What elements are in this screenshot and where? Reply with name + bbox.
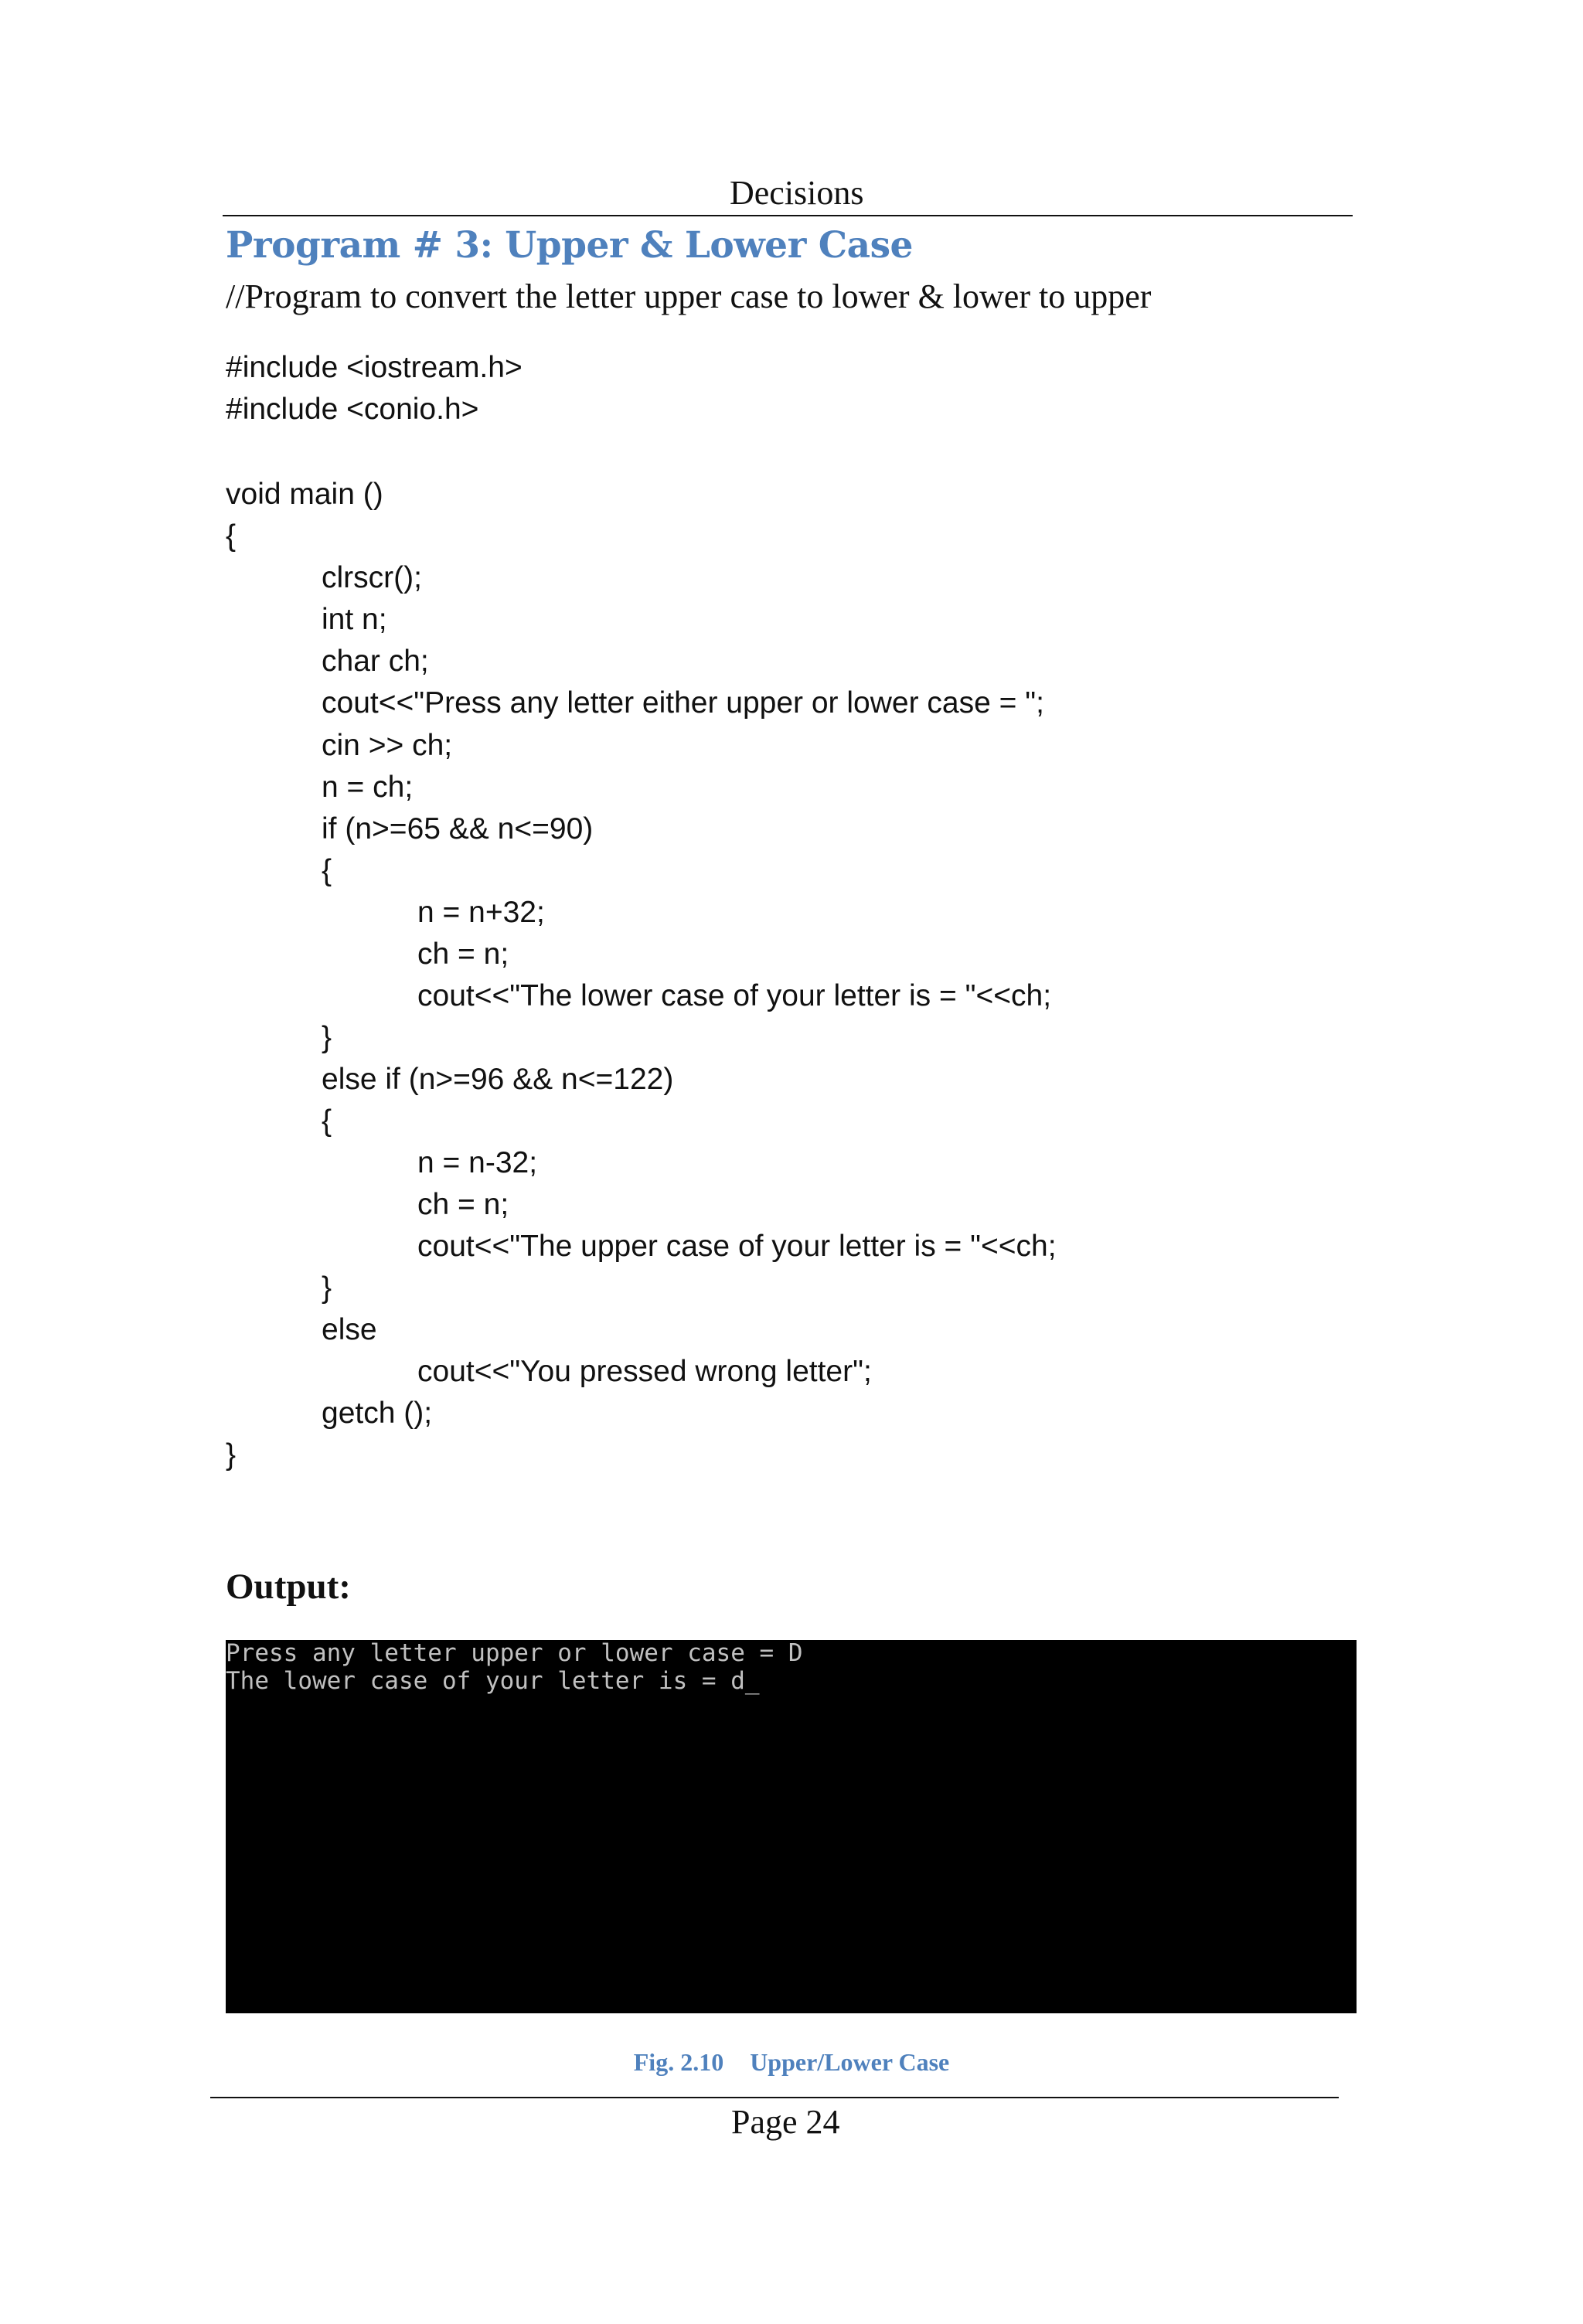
code-line: cout<<"The lower case of your letter is = "<<ch; <box>417 979 1052 1012</box>
figure-caption-text: Upper/Lower Case <box>750 2048 950 2076</box>
terminal-screenshot <box>226 1640 1357 2013</box>
code-line: ch = n; <box>417 937 509 971</box>
code-line: cout<<"The upper case of your letter is = "<<ch; <box>417 1230 1057 1263</box>
code-line: cout<<"You pressed wrong letter"; <box>417 1355 872 1388</box>
code-line: } <box>322 1271 332 1305</box>
code-line: n = ch; <box>322 771 414 804</box>
code-line: clrscr(); <box>322 561 422 594</box>
code-line: { <box>322 1104 332 1138</box>
code-line: ch = n; <box>417 1188 509 1221</box>
code-line: char ch; <box>322 645 429 678</box>
code-line: { <box>322 854 332 887</box>
program-title: Program # 3: Upper & Lower Case <box>226 224 913 267</box>
code-line: cout<<"Press any letter either upper or lower case = "; <box>322 686 1044 720</box>
code-line: #include <iostream.h> <box>226 351 523 384</box>
code-line: } <box>322 1021 332 1054</box>
page-number: Page 24 <box>731 2103 840 2141</box>
code-line: else <box>322 1313 377 1346</box>
code-line: else if (n>=96 && n<=122) <box>322 1063 674 1096</box>
program-comment: //Program to convert the letter upper case to lower & lower to upper <box>226 277 1152 315</box>
footer-rule <box>210 2097 1339 2098</box>
figure-caption <box>0 2048 1583 2077</box>
terminal-line: Press any letter upper or lower case = D <box>226 1639 803 1667</box>
code-line: getch (); <box>322 1397 433 1430</box>
code-line: #include <conio.h> <box>226 393 479 426</box>
code-line: int n; <box>322 603 387 636</box>
output-heading: Output: <box>226 1567 351 1607</box>
code-line: { <box>226 519 237 553</box>
code-line: cin >> ch; <box>322 729 453 762</box>
page-header-title: Decisions <box>730 174 864 212</box>
code-line: n = n-32; <box>417 1146 538 1179</box>
code-line: void main () <box>226 478 383 511</box>
code-line: if (n>=65 && n<=90) <box>322 812 594 846</box>
header-rule <box>223 215 1353 216</box>
code-line: n = n+32; <box>417 896 545 929</box>
figure-label: Fig. 2.10 <box>633 2048 724 2076</box>
code-line: } <box>226 1438 237 1472</box>
terminal-line: The lower case of your letter is = d_ <box>226 1667 760 1695</box>
